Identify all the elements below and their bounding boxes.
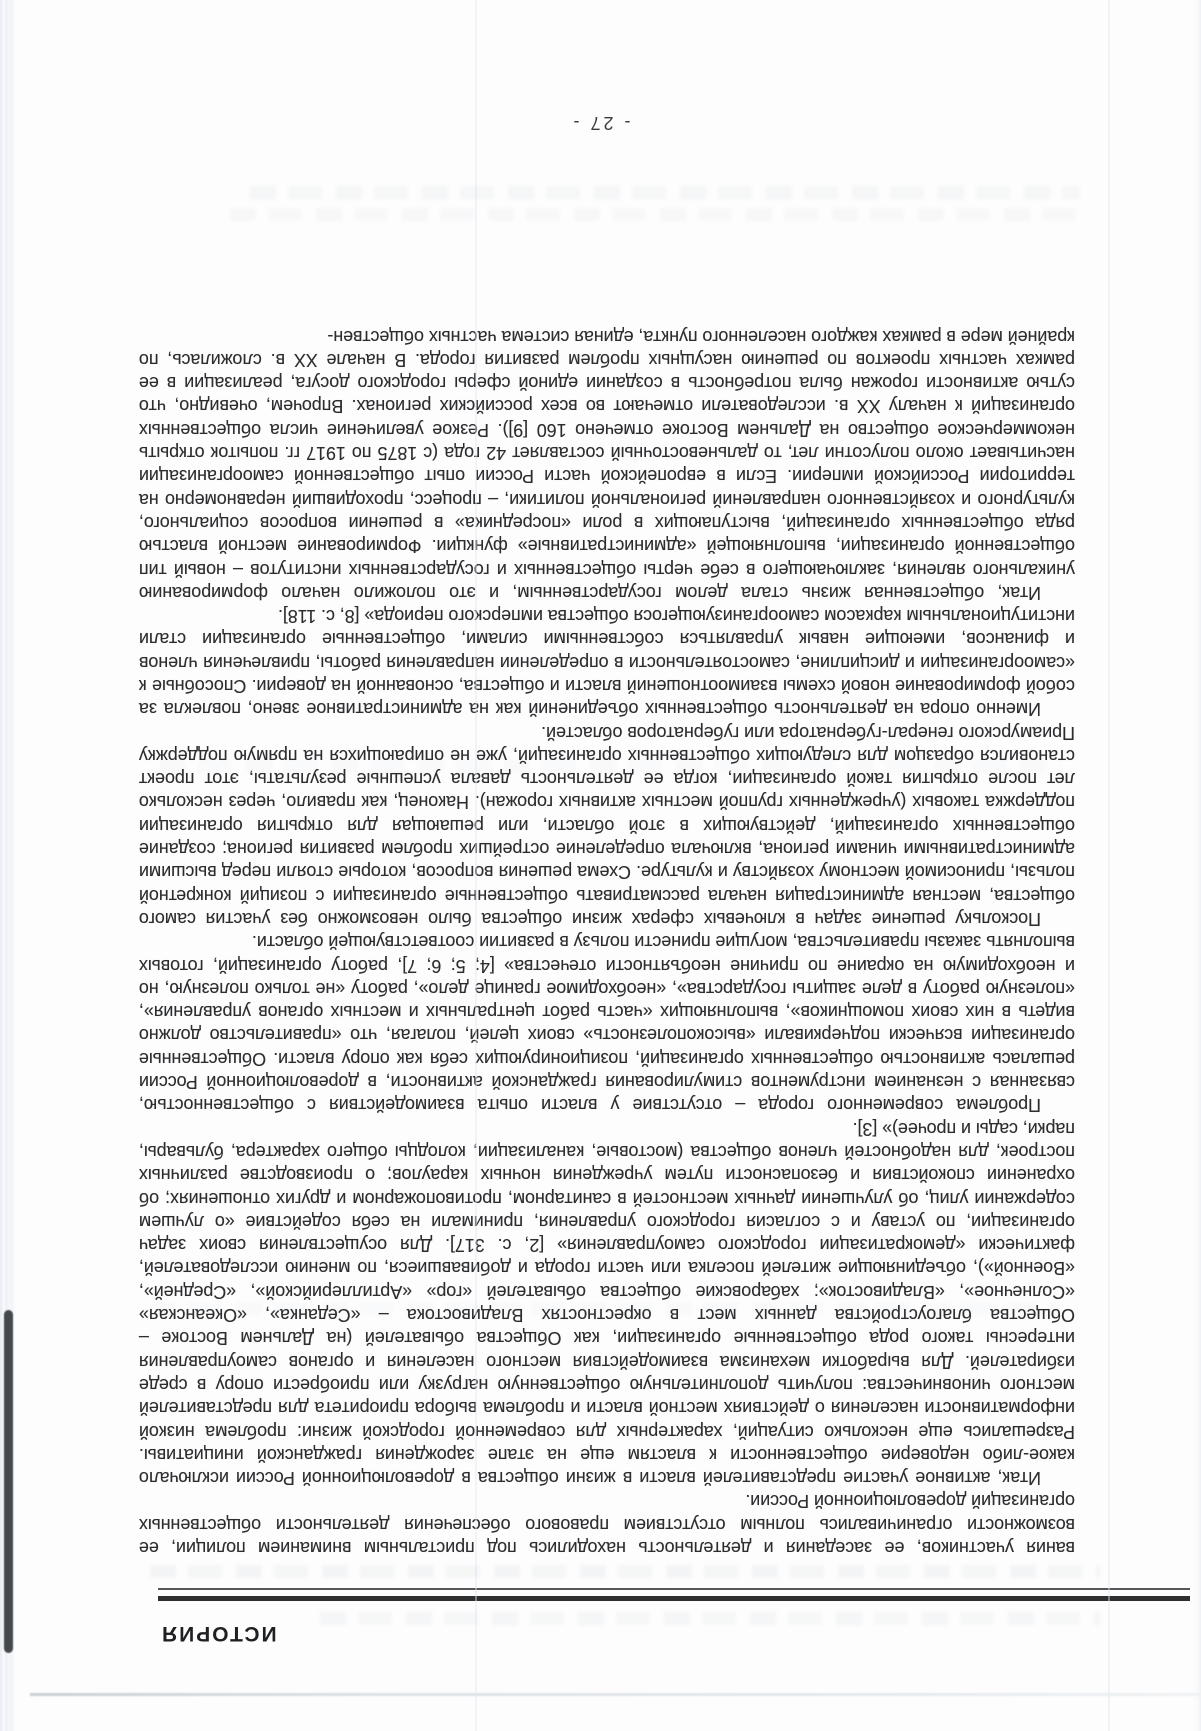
bleed-through-text	[230, 208, 1080, 221]
body-paragraph: Итак, общественная жизнь стала делом государственным, и это положило начало формированию уникального явления, заключающего в себе черты общественных и государственных институтов – новый тип общественной организации, выполняющей «административные» функции. Формирование местной властью ряда общественных организаций, выступающих в роли «посредника» в решении вопросов социального, культурного и хозяйственного направлений региональной политики, – процесс, проходивший неравномерно на территории Российской империи. Если в европейской части России опыт общественной самоорганизации насчитывает около полусотни лет, то дальневосточный составляет 42 года (с 1875 по 1917 гг. попыток открыть некоммерческое общество на Дальнем Востоке отмечено 160 [9]). Резкое увеличение числа общественных организаций к началу XX в. исследователи отмечают во всех российских регионах. Впрочем, очевидно, что сутью активности горожан была потребность в создании единой сферы городского досуга, реализации в ее рамках частных проектов по решению насущных проблем развития города. В начале XX в. сложилась, по крайней мере в рамках каждого населенного пункта, единая система частных обществен-	[139, 326, 1075, 603]
left-edge-dark-strip	[4, 1310, 13, 1653]
bleed-through-text	[250, 186, 1080, 199]
bottom-page-edge-shadow	[30, 1693, 1201, 1696]
body-paragraph: Поскольку решение задач в ключевых сферах жизни общества было невозможно без участия самого общества, местная администрация начала рассматривать общественные организации с позиций конкретной пользы, приносимой местному хозяйству и культуре. Схема решения вопросов, которые стояли перед высшими административными чинами региона, включала определение острейших проблем развития региона; создание общественных организаций, действующих в этой области, или решающая для открытия организации поддержка таковых (учрежденных группой местных активных горожан). Наконец, как правило, через несколько лет после открытия такой организации, когда ее деятельность давала успешные результаты, этот проект становился образцом для следующих общественных организаций, уже не опирающихся на прямую поддержку Приамурского генерал-губернатора или губернаторов областей.	[139, 722, 1075, 929]
right-page-edge-shadow	[1193, 0, 1201, 1731]
scanner-line-artifact	[475, 0, 477, 1731]
scanner-line-artifact	[1108, 0, 1110, 1731]
page-number: - 27 -	[570, 113, 631, 133]
body-paragraph: вания участников, ее заседания и деятельность находились под пристальным вниманием полиции, ее возможности ограничивались полным отсутствием правового обеспечения деятельности общественных организаций дореволюционной России.	[139, 1491, 1075, 1558]
bleed-through-text	[150, 1565, 1100, 1578]
article-body	[139, 324, 1075, 1559]
header-rule	[158, 1588, 1190, 1601]
bleed-through-text	[160, 760, 1060, 773]
body-paragraph: Итак, активное участие представителей власти в жизни общества в дореволюционной России исключало какое-либо недоверие общественности к властям еще на этапе зарождения гражданской инициативы. Разрешались еще несколько ситуаций, характерных для современной городской жизни: проблема низкой информативности населения о действиях местной власти и проблема выбора приоритета для представителей местного чиновничества: получить дополнительную общественную нагрузку или приобрести опору в среде избирателей. Для выработки механизма взаимодействия местного населения и органов самоуправления интересны такого рода общественные организации, как Общества обывателей (на Дальнем Востоке – Общества благоустройства данных мест в окрестностях Владивостока – «Седанка», «Океанская» «Солнечное», «Владивосток»; хабаровские общества обывателей «гор» «Артиллерийской», «Средней», «Военной»), объединяющие жителей поселка или части города и добивавшиеся, по мнению исследователей, фактически «демократизации городского самоуправления» [2, с. 317]. Для осуществления своих задач организации, по уставу и с согласия городского управления, принимали на себя содействие «о лучшем содержании улиц, об улучшении дачных местностей в санитарном, противопожарном и других отношениях; об охранении спокойствия и безопасности путем учреждения ночных караулов; о производстве различных построек, для надобностей членов общества (мостовые, канализации, колодцы общего характера, бульвары, парки, сады и прочее)» [3].	[139, 1118, 1075, 1489]
body-paragraph: Проблема современного города – отсутствие у власти опыта взаимодействия с общественностью, связанная с незнанием инструментов стимулирования гражданской активности, в дореволюционной России решалась активностью общественных организаций, позиционирующих себя как опору власти. Общественные организации всячески подчеркивали «высокополезность» своих целей, полагая, что «правительство должно видеть в них своих помощников», выполняющих «часть работ центральных и местных органов управления», «полезную работу в деле защиты государства», «необходимое границе дело», работу «не только полезную, но и необходимую на окраине по причине необъятности отечества» [4; 5; 6; 7], работу организаций, готовых выполнять заказы правительства, могущие принести пользу в развитии соответствующей области.	[139, 932, 1075, 1116]
body-paragraph: Именно опора на деятельность общественных объединений как на административное звено, повлекла за собой формирование новой схемы взаимоотношений власти и общества, основанной на доверии. Способные к «самоорганизации и дисциплине, самостоятельности в определении направления работы, привлечения членов и финансов, имеющие навык управляться собственными силами, общественные организации стали институциональным каркасом самоорганизующегося общества имперского периода» [8, с. 118].	[139, 606, 1075, 720]
section-header: ИСТОРИЯ	[160, 1622, 277, 1645]
bleed-through-text	[150, 1302, 1060, 1315]
bleed-through-text	[320, 1612, 1100, 1625]
